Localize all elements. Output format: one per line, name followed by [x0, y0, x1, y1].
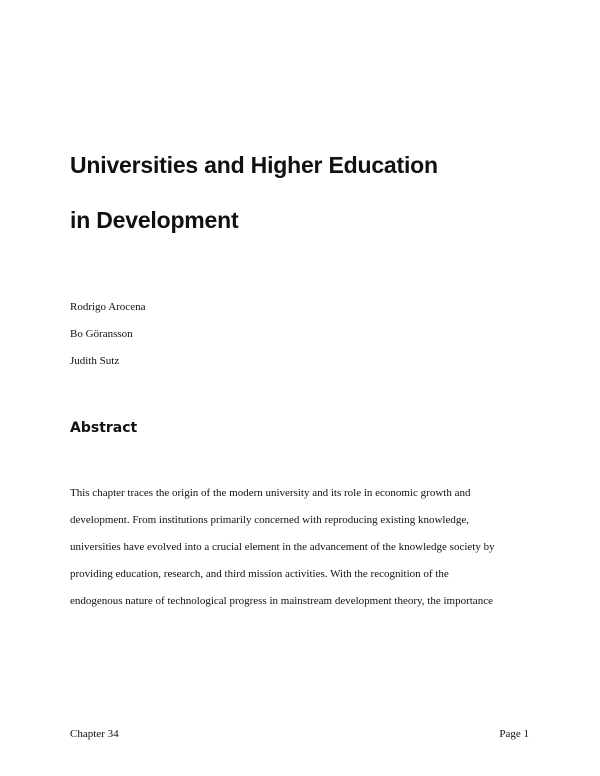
abstract-text-line: This chapter traces the origin of the modern university and its role in economic growth and [70, 487, 471, 499]
abstract-text-line: providing education, research, and third mission activities. With the recognition of the [70, 568, 449, 580]
document-title-line-1: Universities and Higher Education [70, 152, 438, 178]
author-name: Judith Sutz [70, 355, 120, 367]
author-name: Bo Göransson [70, 328, 133, 340]
abstract-text-line: endogenous nature of technological progress in mainstream development theory, the importance [70, 595, 493, 607]
footer-chapter-label: Chapter 34 [70, 728, 119, 740]
abstract-heading: Abstract [70, 420, 138, 436]
document-title-line-2: in Development [70, 207, 239, 233]
abstract-text-line: universities have evolved into a crucial element in the advancement of the knowledge society by [70, 541, 495, 553]
abstract-text-line: development. From institutions primarily concerned with reproducing existing knowledge, [70, 514, 469, 526]
footer-page-number: Page 1 [499, 728, 529, 740]
author-name: Rodrigo Arocena [70, 301, 146, 313]
